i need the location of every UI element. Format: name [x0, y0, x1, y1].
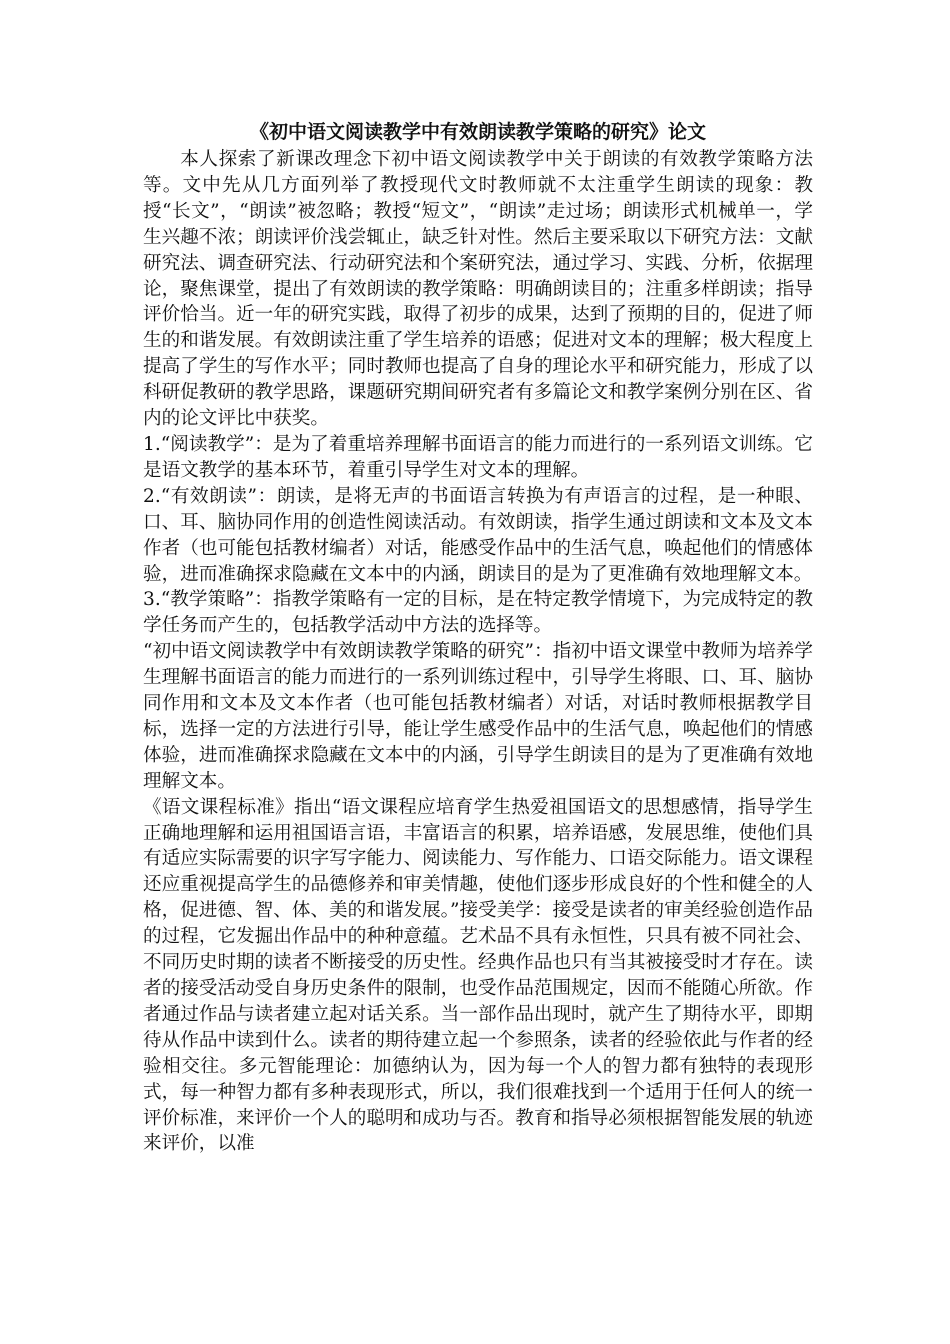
definition-research-topic: “初中语文阅读教学中有效朗读教学策略的研究”：指初中语文课堂中教师为培养学生理解书面语言的能力而进行的一系列训练过程中，引导学生将眼、口、耳、脑协同作用和文本及文本作者（也可能包括教材编者）对话，对话时教师根据教学目标，选择一定的方法进行引导，能让学生感受作品中的生活气息，唤起他们的情感体验，进而准确探求隐藏在文本中的内涵，引导学生朗读目的是为了更准确有效地理解文本。: [143, 641, 813, 792]
definition-teaching-strategy: 3.“教学策略”：指教学策略有一定的目标，是在特定教学情境下，为完成特定的教学任务而产生的，包括教学活动中方法的选择等。: [143, 589, 813, 637]
theory-paragraph: 《语文课程标准》指出“语文课程应培育学生热爱祖国语文的思想感情，指导学生正确地理解和运用祖国语言语，丰富语言的积累，培养语感，发展思维，使他们具有适应实际需要的识字写字能力、阅读能力、写作能力、口语交际能力。语文课程还应重视提高学生的品德修养和审美情趣，使他们逐步形成良好的个性和健全的人格，促进德、智、体、美的和谐发展。”接受美学：接受是读者的审美经验创造作品的过程，它发掘出作品中的种种意蕴。艺术品不具有永恒性，只具有被不同社会、不同历史时期的读者不断接受的历史性。经典作品也只有当其被接受时才存在。读者的接受活动受自身历史条件的限制，也受作品范围规定，因而不能随心所欲。作者通过作品与读者建立起对话关系。当一部作品出现时，就产生了期待水平，即期待从作品中读到什么。读者的期待建立起一个参照条，读者的经验依此与作者的经验相交往。多元智能理论：加德纳认为，因为每一个人的智力都有独特的表现形式，每一种智力都有多种表现形式，所以，我们很难找到一个适用于任何人的统一评价标准，来评价一个人的聪明和成功与否。教育和指导必须根据智能发展的轨迹来评价，以准: [143, 796, 813, 1155]
definition-effective-reading: 2.“有效朗读”：朗读，是将无声的书面语言转换为有声语言的过程，是一种眼、口、耳、脑协同作用的创造性阅读活动。有效朗读，指学生通过朗读和文本及文本作者（也可能包括教材编者）对话，能感受作品中的生活气息，唤起他们的情感体验，进而准确探求隐藏在文本中的内涵，朗读目的是为了更准确有效地理解文本。: [143, 485, 813, 585]
document-title: 《初中语文阅读教学中有效朗读教学策略的研究》论文: [249, 121, 706, 143]
definition-reading-teaching: 1.“阅读教学”：是为了着重培养理解书面语言的能力而进行的一系列语文训练。它是语文教学的基本环节，着重引导学生对文本的理解。: [143, 433, 813, 481]
abstract-paragraph: 本人探索了新课改理念下初中语文阅读教学中关于朗读的有效教学策略方法等。文中先从几方面列举了教授现代文时教师就不太注重学生朗读的现象：教授“长文”，“朗读”被忽略；教授“短文”，“朗读”走过场；朗读形式机械单一，学生兴趣不浓；朗读评价浅尝辄止，缺乏针对性。然后主要采取以下研究方法：文献研究法、调查研究法、行动研究法和个案研究法，通过学习、实践、分析，依据理论，聚焦课堂，提出了有效朗读的教学策略：明确朗读目的；注重多样朗读；指导评价恰当。近一年的研究实践，取得了初步的成果，达到了预期的目的，促进了师生的和谐发展。有效朗读注重了学生培养的语感；促进对文本的理解；极大程度上提高了学生的写作水平；同时教师也提高了自身的理论水平和研究能力，形成了以科研促教研的教学思路，课题研究期间研究者有多篇论文和教学案例分别在区、省内的论文评比中获奖。: [143, 149, 813, 430]
document-body: [143, 118, 813, 1157]
